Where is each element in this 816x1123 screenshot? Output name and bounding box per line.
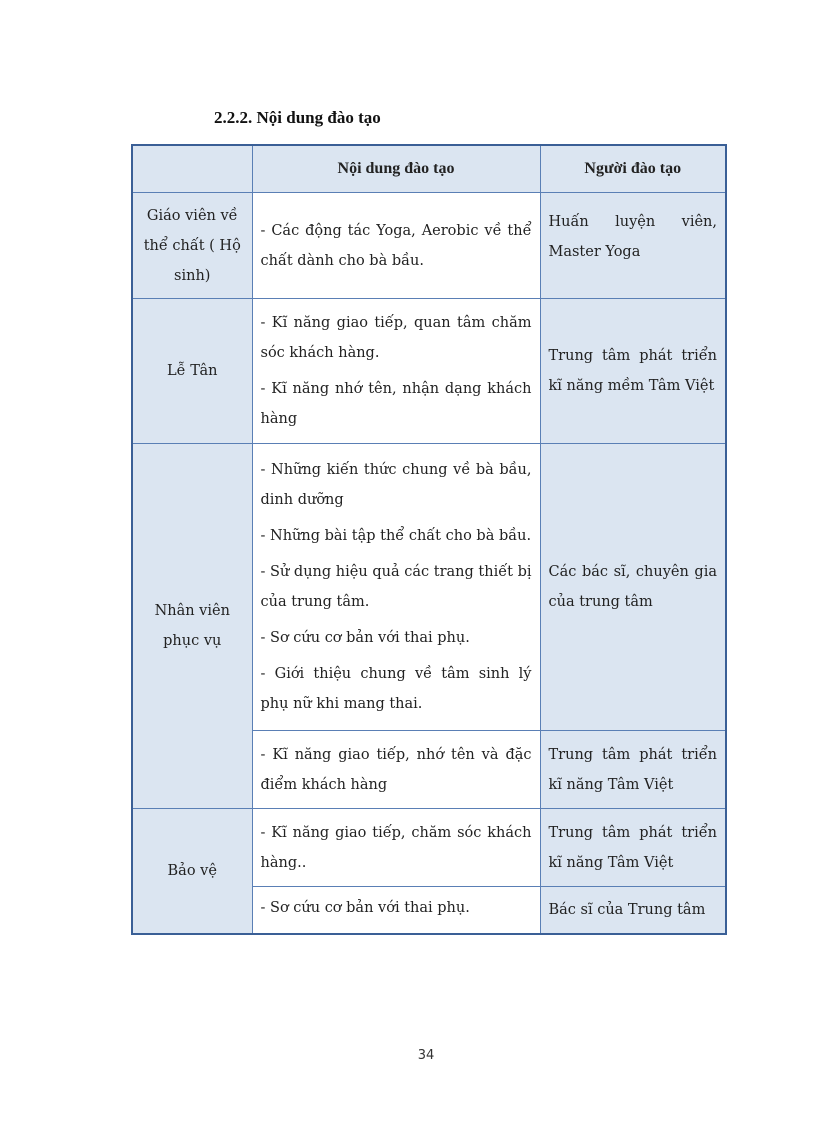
role-cell: Nhân viên phục vụ	[132, 444, 252, 809]
content-line: - Giới thiệu chung về tâm sinh lý phụ nữ khi mang thai.	[260, 666, 532, 712]
content-line: - Kĩ năng giao tiếp, chăm sóc khách hàng..	[260, 824, 532, 871]
content-line: - Các động tác Yoga, Aerobic về thể chất dành cho bà bầu.	[260, 222, 532, 269]
content-cell	[252, 809, 540, 887]
table-row	[132, 299, 726, 444]
role-cell: Lễ Tân	[132, 299, 252, 444]
header-content: Nội dung đào tạo	[252, 145, 540, 193]
section-heading: 2.2.2. Nội dung đào tạo	[214, 108, 381, 127]
content-line: - Kĩ năng giao tiếp, nhớ tên và đặc điểm khách hàng	[260, 746, 532, 793]
content-cell	[252, 299, 540, 444]
content-line: - Kĩ năng nhớ tên, nhận dạng khách hàng	[260, 381, 532, 427]
content-cell	[252, 193, 540, 299]
table-header-row	[132, 145, 726, 193]
trainer-cell: Các bác sĩ, chuyên gia của trung tâm	[540, 444, 726, 731]
table-row	[132, 809, 726, 887]
content-line: - Sơ cứu cơ bản với thai phụ.	[260, 630, 470, 646]
table-row	[132, 444, 726, 731]
header-role	[132, 145, 252, 193]
content-cell	[252, 887, 540, 934]
content-cell	[252, 731, 540, 809]
trainer-cell: Bác sĩ của Trung tâm	[540, 887, 726, 934]
role-cell: Giáo viên về thể chất ( Hộ sinh)	[132, 193, 252, 299]
table-row	[132, 193, 726, 299]
content-line: - Kĩ năng giao tiếp, quan tâm chăm sóc khách hàng.	[260, 315, 532, 361]
trainer-cell: Trung tâm phát triển kĩ năng mềm Tâm Việt	[540, 299, 726, 444]
role-cell: Bảo vệ	[132, 809, 252, 934]
trainer-cell: Trung tâm phát triển kĩ năng Tâm Việt	[540, 731, 726, 809]
content-line: - Những bài tập thể chất cho bà bầu.	[260, 528, 532, 544]
content-cell	[252, 444, 540, 731]
trainer-cell: Huấn luyện viên, Master Yoga	[540, 193, 726, 299]
content-line: - Sơ cứu cơ bản với thai phụ.	[260, 900, 470, 916]
header-trainer: Người đào tạo	[540, 145, 726, 193]
page-number: 34	[417, 1048, 435, 1063]
training-content-table	[131, 144, 727, 935]
content-line: - Sử dụng hiệu quả các trang thiết bị của trung tâm.	[260, 564, 532, 610]
trainer-cell: Trung tâm phát triển kĩ năng Tâm Việt	[540, 809, 726, 887]
content-line: - Những kiến thức chung về bà bầu, dinh dưỡng	[260, 462, 532, 508]
